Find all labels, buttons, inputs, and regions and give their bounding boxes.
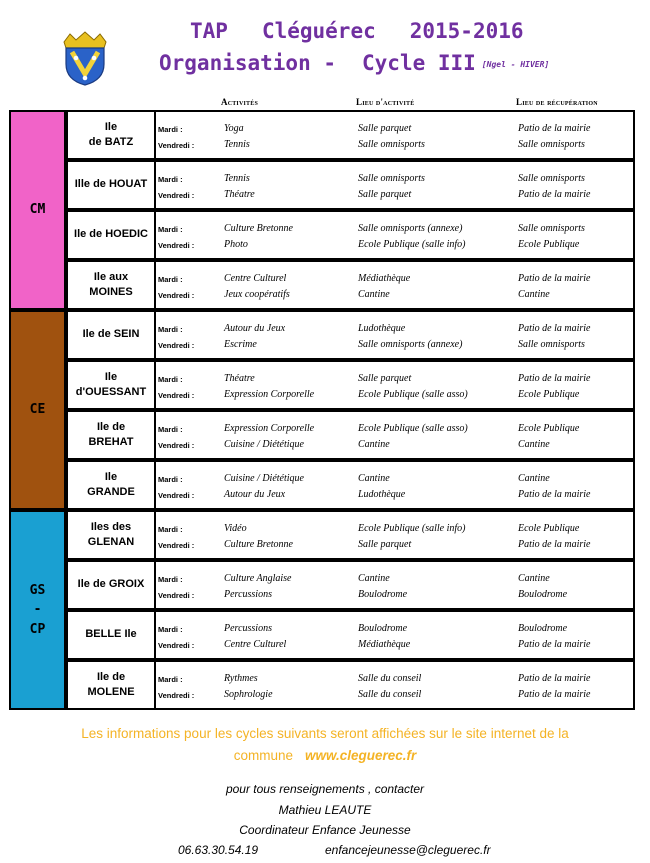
pickup-cell: Salle omnisports	[518, 223, 585, 234]
location-cell: Médiathèque	[358, 273, 411, 284]
group-name	[68, 412, 156, 458]
day-label-mardi: Mardi :	[158, 475, 183, 484]
group-name	[68, 212, 156, 258]
pickup-cell: Patio de la mairie	[518, 639, 591, 650]
group-name	[68, 312, 156, 358]
activity-cell: Cuisine / Diététique	[224, 473, 304, 484]
pickup-cell: Patio de la mairie	[518, 673, 591, 684]
group-name-line: de BATZ	[88, 136, 134, 148]
pickup-cell: Boulodrome	[518, 589, 568, 600]
activity-cell: Centre Culturel	[224, 273, 287, 284]
location-cell: Ecole Publique (salle info)	[358, 239, 466, 250]
activity-cell: Photo	[224, 239, 248, 250]
pickup-cell: Ecole Publique	[518, 389, 580, 400]
pickup-cell: Salle omnisports	[518, 139, 585, 150]
contact-name: Mathieu LEAUTE	[278, 803, 372, 817]
group-name	[68, 662, 156, 708]
activity-cell: Vidéo	[224, 523, 247, 534]
location-cell: Ecole Publique (salle info)	[358, 523, 466, 534]
group-name-line: Ile de	[96, 670, 126, 683]
title-city: Cléguérec	[261, 19, 376, 43]
day-label-vendredi: Vendredi :	[158, 141, 195, 150]
group-name-line: MOINES	[89, 286, 133, 298]
group-name-line: Iles des	[90, 520, 132, 533]
group-name-line: Ile de GROIX	[77, 578, 145, 591]
activity-cell: Centre Culturel	[224, 639, 287, 650]
subtitle-note: [Ngel - HIVER]	[481, 60, 550, 69]
website-link[interactable]: www.cleguerec.fr	[304, 748, 417, 763]
day-label-mardi: Mardi :	[158, 625, 183, 634]
title-year: 2015-2016	[409, 19, 524, 43]
pickup-cell: Patio de la mairie	[518, 373, 591, 384]
pickup-cell: Patio de la mairie	[518, 189, 591, 200]
activity-cell: Théatre	[224, 189, 255, 200]
location-cell: Ludothèque	[358, 489, 406, 500]
location-cell: Salle parquet	[358, 189, 412, 200]
table-row	[66, 610, 635, 660]
group-name	[68, 112, 156, 158]
day-label-mardi: Mardi :	[158, 175, 183, 184]
footer-info-line2	[20, 745, 630, 767]
location-cell: Boulodrome	[358, 589, 408, 600]
day-label-mardi: Mardi :	[158, 375, 183, 384]
cycle-label-0	[9, 110, 66, 310]
pickup-cell: Cantine	[518, 289, 550, 300]
pickup-cell: Cantine	[518, 439, 550, 450]
cycle-label-text: CP	[29, 621, 46, 637]
title-tap: TAP	[190, 19, 228, 43]
footer-info	[20, 723, 630, 767]
pickup-cell: Cantine	[518, 573, 550, 584]
location-cell: Ecole Publique (salle asso)	[358, 389, 468, 400]
day-label-vendredi: Vendredi :	[158, 441, 195, 450]
activity-cell: Expression Corporelle	[224, 423, 315, 434]
day-label-vendredi: Vendredi :	[158, 391, 195, 400]
activity-cell: Jeux coopératifs	[224, 289, 290, 300]
footer-info-line1: Les informations pour les cycles suivants seront affichées sur le site internet de la	[81, 726, 569, 741]
pickup-cell: Patio de la mairie	[518, 273, 591, 284]
group-name-line: BREHAT	[88, 436, 134, 448]
contact-email[interactable]: enfancejeunesse@cleguerec.fr	[325, 843, 491, 857]
day-label-mardi: Mardi :	[158, 225, 183, 234]
location-cell: Cantine	[358, 289, 390, 300]
cycle-label-2	[9, 510, 66, 710]
activity-cell: Théatre	[224, 373, 255, 384]
group-name	[68, 512, 156, 558]
table-row	[66, 110, 635, 160]
pickup-cell: Ecole Publique	[518, 423, 580, 434]
activity-cell: Percussions	[224, 623, 272, 634]
schedule-table	[9, 110, 635, 710]
location-cell: Boulodrome	[358, 623, 408, 634]
group-name-line: Ile aux	[93, 270, 129, 283]
location-cell: Salle omnisports (annexe)	[358, 223, 463, 234]
day-label-vendredi: Vendredi :	[158, 491, 195, 500]
activity-cell: Expression Corporelle	[224, 389, 315, 400]
location-cell: Cantine	[358, 573, 390, 584]
location-cell: Salle du conseil	[358, 673, 422, 684]
cycle-label-1	[9, 310, 66, 510]
location-cell: Salle parquet	[358, 539, 412, 550]
day-label-vendredi: Vendredi :	[158, 291, 195, 300]
activity-cell: Escrime	[224, 339, 257, 350]
day-label-vendredi: Vendredi :	[158, 591, 195, 600]
cycle-label-text: GS	[29, 582, 46, 598]
table-row	[66, 160, 635, 210]
day-label-vendredi: Vendredi :	[158, 191, 195, 200]
pickup-cell: Patio de la mairie	[518, 123, 591, 134]
group-name-line: MOLENE	[87, 686, 135, 698]
pickup-cell: Patio de la mairie	[518, 689, 591, 700]
location-cell: Salle parquet	[358, 123, 412, 134]
table-row	[66, 560, 635, 610]
location-cell: Salle du conseil	[358, 689, 422, 700]
day-label-mardi: Mardi :	[158, 525, 183, 534]
group-name	[68, 362, 156, 408]
location-cell: Cantine	[358, 473, 390, 484]
cycle-label-text: CM	[29, 202, 46, 218]
pickup-cell: Ecole Publique	[518, 523, 580, 534]
contact-phone: 06.63.30.54.19	[178, 843, 259, 857]
day-label-vendredi: Vendredi :	[158, 641, 195, 650]
group-name-line: Ile de	[96, 420, 126, 433]
day-label-vendredi: Vendredi :	[158, 241, 195, 250]
location-cell: Salle omnisports	[358, 139, 425, 150]
activity-cell: Rythmes	[224, 673, 258, 684]
day-label-vendredi: Vendredi :	[158, 341, 195, 350]
location-cell: Salle omnisports	[358, 173, 425, 184]
group-name-line: Ille de HOUAT	[74, 178, 148, 191]
day-label-mardi: Mardi :	[158, 675, 183, 684]
activity-cell: Cuisine / Diététique	[224, 439, 304, 450]
location-cell: Ludothèque	[358, 323, 406, 334]
day-label-mardi: Mardi :	[158, 425, 183, 434]
contact-role: Coordinateur Enfance Jeunesse	[239, 823, 411, 837]
table-row	[66, 310, 635, 360]
group-name-line: d'OUESSANT	[75, 386, 147, 398]
day-label-vendredi: Vendredi :	[158, 541, 195, 550]
group-name-line: Ile	[104, 470, 118, 483]
pickup-cell: Salle omnisports	[518, 173, 585, 184]
location-cell: Cantine	[358, 439, 390, 450]
activity-cell: Tennis	[224, 139, 250, 150]
contact-intro: pour tous renseignements , contacter	[225, 782, 425, 796]
activity-cell: Autour du Jeux	[224, 323, 286, 334]
group-name-line: Ile	[104, 370, 118, 383]
location-cell: Médiathèque	[358, 639, 411, 650]
table-row	[66, 360, 635, 410]
group-name-line: GLENAN	[87, 536, 135, 548]
group-name	[68, 612, 156, 658]
activity-cell: Culture Bretonne	[224, 223, 293, 234]
activity-cell: Autour du Jeux	[224, 489, 286, 500]
activity-cell: Culture Anglaise	[224, 573, 292, 584]
group-name	[68, 162, 156, 208]
table-row	[66, 460, 635, 510]
day-label-mardi: Mardi :	[158, 325, 183, 334]
activity-cell: Sophrologie	[224, 689, 273, 700]
location-cell: Ecole Publique (salle asso)	[358, 423, 468, 434]
group-name-line: Ile	[104, 120, 118, 133]
table-row	[66, 260, 635, 310]
group-name	[68, 462, 156, 508]
day-label-mardi: Mardi :	[158, 575, 183, 584]
day-label-mardi: Mardi :	[158, 275, 183, 284]
table-row	[66, 410, 635, 460]
pickup-cell: Patio de la mairie	[518, 489, 591, 500]
pickup-cell: Patio de la mairie	[518, 323, 591, 334]
table-row	[66, 210, 635, 260]
activity-cell: Yoga	[224, 123, 244, 134]
cycle-label-text: -	[33, 602, 42, 618]
group-name-line: Ile de HOEDIC	[74, 228, 148, 241]
location-cell: Salle parquet	[358, 373, 412, 384]
location-cell: Salle omnisports (annexe)	[358, 339, 463, 350]
page-subtitle	[159, 51, 549, 75]
column-header-lieu: Lieu d'activité	[356, 97, 415, 107]
table-row	[66, 660, 635, 710]
column-header-activites: Activités	[221, 97, 258, 107]
pickup-cell: Ecole Publique	[518, 239, 580, 250]
group-name	[68, 262, 156, 308]
subtitle-organisation: Organisation -	[159, 51, 337, 75]
activity-cell: Tennis	[224, 173, 250, 184]
footer-commune-text: commune	[233, 748, 293, 763]
activity-cell: Percussions	[224, 589, 272, 600]
group-name-line: BELLE Ile	[85, 628, 137, 641]
group-name-line: GRANDE	[87, 486, 135, 498]
day-label-vendredi: Vendredi :	[158, 691, 195, 700]
day-label-mardi: Mardi :	[158, 125, 183, 134]
pickup-cell: Boulodrome	[518, 623, 568, 634]
pickup-cell: Salle omnisports	[518, 339, 585, 350]
activity-cell: Culture Bretonne	[224, 539, 293, 550]
group-name	[68, 562, 156, 608]
subtitle-cycle: Cycle III	[362, 51, 476, 75]
page-title	[190, 19, 524, 43]
pickup-cell: Patio de la mairie	[518, 539, 591, 550]
town-crest-logo	[60, 30, 110, 86]
table-row	[66, 510, 635, 560]
group-name-line: Ile de SEIN	[82, 328, 140, 341]
cycle-label-text: CE	[29, 402, 46, 418]
pickup-cell: Cantine	[518, 473, 550, 484]
column-header-recuperation: Lieu de récupération	[516, 97, 598, 107]
